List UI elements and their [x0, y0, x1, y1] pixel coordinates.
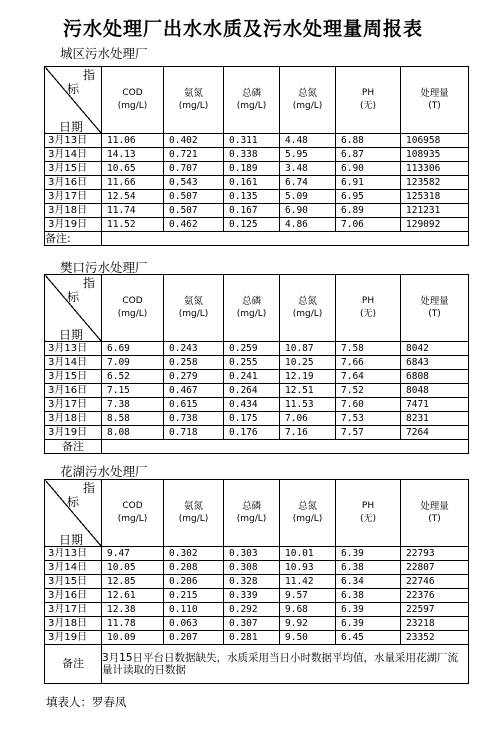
value-cell: 7.06: [336, 218, 401, 232]
column-header: [102, 480, 164, 547]
value-cell: 6.38: [336, 561, 401, 575]
column-header-unit: (mg/L): [178, 101, 209, 111]
value-cell: 113306: [401, 162, 469, 176]
value-cell: 7.53: [336, 412, 401, 426]
value-cell: 9.47: [102, 547, 164, 561]
value-cell: 23352: [401, 631, 469, 645]
value-cell: 6.90: [280, 204, 336, 218]
column-header: [336, 480, 401, 547]
value-cell: 0.302: [164, 547, 224, 561]
water-quality-table: [44, 479, 469, 684]
column-header-unit: (T): [428, 514, 441, 524]
value-cell: 0.063: [164, 617, 224, 631]
table-row: [45, 412, 469, 426]
value-cell: 0.307: [224, 617, 280, 631]
column-header: [280, 275, 336, 342]
value-cell: 9.92: [280, 617, 336, 631]
note-label: 备注:: [45, 232, 102, 246]
value-cell: 7.09: [102, 356, 164, 370]
table-row: [45, 561, 469, 575]
value-cell: 123582: [401, 176, 469, 190]
column-header-name: 处理量: [420, 88, 449, 99]
value-cell: 11.06: [102, 134, 164, 148]
value-cell: 10.93: [280, 561, 336, 575]
value-cell: 6.38: [336, 589, 401, 603]
note-row: [45, 232, 469, 246]
value-cell: 23218: [401, 617, 469, 631]
table-row: [45, 370, 469, 384]
table-header-row: [45, 67, 469, 134]
value-cell: 0.258: [164, 356, 224, 370]
value-cell: 0.279: [164, 370, 224, 384]
column-header-name: COD: [122, 88, 143, 98]
value-cell: 0.543: [164, 176, 224, 190]
value-cell: 0.434: [224, 398, 280, 412]
column-header-name: 总氮: [297, 88, 317, 99]
diag-label-indicator: 指: [82, 68, 95, 82]
value-cell: 6.45: [336, 631, 401, 645]
value-cell: 6.39: [336, 547, 401, 561]
column-header-name: 总磷: [241, 296, 261, 307]
date-cell: 3月14日: [45, 356, 102, 370]
value-cell: 11.42: [280, 575, 336, 589]
value-cell: 0.167: [224, 204, 280, 218]
value-cell: 12.61: [102, 589, 164, 603]
table-row: [45, 603, 469, 617]
value-cell: 0.175: [224, 412, 280, 426]
column-header: [280, 67, 336, 134]
column-header-unit: (mg/L): [117, 514, 148, 524]
date-cell: 3月15日: [45, 162, 102, 176]
value-cell: 6.74: [280, 176, 336, 190]
column-header-unit: (mg/L): [292, 309, 323, 319]
value-cell: 12.38: [102, 603, 164, 617]
value-cell: 10.65: [102, 162, 164, 176]
value-cell: 6.87: [336, 148, 401, 162]
column-header: [102, 67, 164, 134]
date-cell: 3月16日: [45, 176, 102, 190]
date-cell: 3月16日: [45, 384, 102, 398]
value-cell: 6.91: [336, 176, 401, 190]
diag-label-indicator-2: 标: [67, 82, 80, 96]
value-cell: 12.51: [280, 384, 336, 398]
value-cell: 0.328: [224, 575, 280, 589]
diag-label-indicator: 指: [82, 276, 95, 290]
table-row: [45, 356, 469, 370]
diagonal-header-cell: [45, 480, 102, 547]
value-cell: 0.292: [224, 603, 280, 617]
value-cell: 0.135: [224, 190, 280, 204]
value-cell: 6.39: [336, 617, 401, 631]
value-cell: 0.125: [224, 218, 280, 232]
water-quality-table: [44, 274, 469, 454]
value-cell: 6.69: [102, 342, 164, 356]
value-cell: 10.87: [280, 342, 336, 356]
value-cell: 3.48: [280, 162, 336, 176]
table-row: [45, 589, 469, 603]
value-cell: 0.462: [164, 218, 224, 232]
value-cell: 5.09: [280, 190, 336, 204]
value-cell: 7.58: [336, 342, 401, 356]
value-cell: 10.25: [280, 356, 336, 370]
table-row: [45, 398, 469, 412]
column-header-unit: (mg/L): [236, 309, 267, 319]
note-row: [45, 440, 469, 454]
date-cell: 3月13日: [45, 134, 102, 148]
date-cell: 3月19日: [45, 218, 102, 232]
water-quality-table: [44, 66, 469, 246]
table-row: [45, 134, 469, 148]
column-header: [401, 480, 469, 547]
value-cell: 0.206: [164, 575, 224, 589]
value-cell: 10.01: [280, 547, 336, 561]
value-cell: 9.50: [280, 631, 336, 645]
date-cell: 3月14日: [45, 561, 102, 575]
value-cell: 12.19: [280, 370, 336, 384]
date-cell: 3月13日: [45, 342, 102, 356]
signer-label: 填表人：罗春凤: [46, 695, 127, 709]
value-cell: 7471: [401, 398, 469, 412]
value-cell: 0.467: [164, 384, 224, 398]
note-text: 3月15日平台日数据缺失，水质采用当日小时数据平均值，水量采用花湖厂流量计读取的日数据: [102, 645, 469, 684]
value-cell: 12.85: [102, 575, 164, 589]
column-header-name: 处理量: [420, 296, 449, 307]
column-header-name: 总磷: [241, 88, 261, 99]
table-row: [45, 384, 469, 398]
value-cell: 7.64: [336, 370, 401, 384]
table-header-row: [45, 480, 469, 547]
value-cell: 6.52: [102, 370, 164, 384]
value-cell: 8.08: [102, 426, 164, 440]
value-cell: 0.718: [164, 426, 224, 440]
diag-label-date: 日期: [59, 533, 84, 547]
column-header: [401, 67, 469, 134]
value-cell: 10.09: [102, 631, 164, 645]
value-cell: 6.89: [336, 204, 401, 218]
value-cell: 0.339: [224, 589, 280, 603]
value-cell: 22376: [401, 589, 469, 603]
value-cell: 106958: [401, 134, 469, 148]
value-cell: 11.78: [102, 617, 164, 631]
column-header-unit: (T): [428, 309, 441, 319]
date-cell: 3月14日: [45, 148, 102, 162]
date-cell: 3月18日: [45, 617, 102, 631]
note-label: 备注: [45, 645, 102, 684]
value-cell: 0.241: [224, 370, 280, 384]
column-header-name: PH: [361, 501, 375, 511]
column-header-name: COD: [122, 296, 143, 306]
value-cell: 7.06: [280, 412, 336, 426]
date-cell: 3月16日: [45, 589, 102, 603]
value-cell: 0.311: [224, 134, 280, 148]
value-cell: 6.90: [336, 162, 401, 176]
value-cell: 6.95: [336, 190, 401, 204]
value-cell: 0.259: [224, 342, 280, 356]
column-header-unit: (mg/L): [117, 309, 148, 319]
date-cell: 3月17日: [45, 398, 102, 412]
section-label: 花湖污水处理厂: [60, 464, 148, 479]
column-header-unit: (无): [359, 101, 377, 111]
table-row: [45, 162, 469, 176]
value-cell: 0.215: [164, 589, 224, 603]
value-cell: 0.281: [224, 631, 280, 645]
value-cell: 7.52: [336, 384, 401, 398]
value-cell: 6.34: [336, 575, 401, 589]
column-header-unit: (mg/L): [236, 101, 267, 111]
value-cell: 0.402: [164, 134, 224, 148]
table-row: [45, 148, 469, 162]
value-cell: 0.264: [224, 384, 280, 398]
value-cell: 11.74: [102, 204, 164, 218]
column-header: [164, 275, 224, 342]
column-header: [336, 275, 401, 342]
diag-label-indicator: 指: [82, 481, 95, 495]
column-header-name: 氨氮: [183, 88, 203, 99]
column-header-name: 氨氮: [183, 296, 203, 307]
table-row: [45, 617, 469, 631]
table-row: [45, 426, 469, 440]
value-cell: 0.243: [164, 342, 224, 356]
column-header: [280, 480, 336, 547]
column-header: [224, 67, 280, 134]
value-cell: 0.308: [224, 561, 280, 575]
section-label: 城区污水处理厂: [60, 46, 148, 61]
table-row: [45, 190, 469, 204]
value-cell: 6.88: [336, 134, 401, 148]
table-row: [45, 204, 469, 218]
value-cell: 129092: [401, 218, 469, 232]
column-header-unit: (mg/L): [236, 514, 267, 524]
value-cell: 22746: [401, 575, 469, 589]
value-cell: 7.16: [280, 426, 336, 440]
diag-label-date: 日期: [59, 328, 84, 342]
value-cell: 9.68: [280, 603, 336, 617]
value-cell: 121231: [401, 204, 469, 218]
value-cell: 4.86: [280, 218, 336, 232]
diagonal-header-cell: [45, 67, 102, 134]
value-cell: 6.39: [336, 603, 401, 617]
value-cell: 9.57: [280, 589, 336, 603]
diagonal-header-cell: [45, 275, 102, 342]
diag-label-indicator-2: 标: [67, 495, 80, 509]
table-row: [45, 218, 469, 232]
value-cell: 0.507: [164, 204, 224, 218]
column-header-name: COD: [122, 501, 143, 511]
column-header-unit: (无): [359, 309, 377, 319]
value-cell: 22793: [401, 547, 469, 561]
value-cell: 11.53: [280, 398, 336, 412]
value-cell: 14.13: [102, 148, 164, 162]
date-cell: 3月18日: [45, 204, 102, 218]
value-cell: 7.15: [102, 384, 164, 398]
value-cell: 0.161: [224, 176, 280, 190]
date-cell: 3月15日: [45, 370, 102, 384]
value-cell: 0.738: [164, 412, 224, 426]
value-cell: 11.52: [102, 218, 164, 232]
value-cell: 7.38: [102, 398, 164, 412]
column-header-name: 处理量: [420, 501, 449, 512]
column-header: [102, 275, 164, 342]
note-text: [102, 232, 469, 246]
section-label: 樊口污水处理厂: [60, 260, 148, 275]
table-row: [45, 547, 469, 561]
value-cell: 8.58: [102, 412, 164, 426]
value-cell: 125318: [401, 190, 469, 204]
date-cell: 3月19日: [45, 426, 102, 440]
column-header: [164, 67, 224, 134]
value-cell: 22807: [401, 561, 469, 575]
value-cell: 0.507: [164, 190, 224, 204]
value-cell: 0.189: [224, 162, 280, 176]
column-header-unit: (mg/L): [178, 309, 209, 319]
date-cell: 3月15日: [45, 575, 102, 589]
column-header-unit: (mg/L): [292, 101, 323, 111]
column-header-name: PH: [361, 296, 375, 306]
table-row: [45, 342, 469, 356]
value-cell: 108935: [401, 148, 469, 162]
value-cell: 0.255: [224, 356, 280, 370]
value-cell: 0.707: [164, 162, 224, 176]
note-label: 备注: [45, 440, 102, 454]
note-row: [45, 645, 469, 684]
value-cell: 7.57: [336, 426, 401, 440]
report-title: 污水处理厂出水水质及污水处理量周报表: [62, 18, 423, 40]
column-header-name: 总磷: [241, 501, 261, 512]
diag-label-indicator-2: 标: [67, 290, 80, 304]
column-header: [224, 275, 280, 342]
value-cell: 0.176: [224, 426, 280, 440]
value-cell: 6843: [401, 356, 469, 370]
date-cell: 3月17日: [45, 190, 102, 204]
value-cell: 12.54: [102, 190, 164, 204]
value-cell: 6808: [401, 370, 469, 384]
value-cell: 0.303: [224, 547, 280, 561]
note-text: [102, 440, 469, 454]
column-header: [336, 67, 401, 134]
value-cell: 0.110: [164, 603, 224, 617]
date-cell: 3月18日: [45, 412, 102, 426]
column-header-unit: (T): [428, 101, 441, 111]
value-cell: 5.95: [280, 148, 336, 162]
column-header-name: PH: [361, 88, 375, 98]
value-cell: 22597: [401, 603, 469, 617]
table-header-row: [45, 275, 469, 342]
column-header: [164, 480, 224, 547]
column-header: [401, 275, 469, 342]
column-header-unit: (无): [359, 514, 377, 524]
column-header-name: 氨氮: [183, 501, 203, 512]
table-row: [45, 575, 469, 589]
value-cell: 10.05: [102, 561, 164, 575]
diag-label-date: 日期: [59, 120, 84, 134]
column-header-unit: (mg/L): [178, 514, 209, 524]
value-cell: 7264: [401, 426, 469, 440]
value-cell: 7.60: [336, 398, 401, 412]
column-header-name: 总氮: [297, 501, 317, 512]
value-cell: 8048: [401, 384, 469, 398]
column-header-unit: (mg/L): [117, 101, 148, 111]
value-cell: 0.338: [224, 148, 280, 162]
date-cell: 3月19日: [45, 631, 102, 645]
value-cell: 7.66: [336, 356, 401, 370]
value-cell: 0.208: [164, 561, 224, 575]
column-header-unit: (mg/L): [292, 514, 323, 524]
value-cell: 0.721: [164, 148, 224, 162]
date-cell: 3月13日: [45, 547, 102, 561]
value-cell: 4.48: [280, 134, 336, 148]
value-cell: 8042: [401, 342, 469, 356]
column-header: [224, 480, 280, 547]
value-cell: 0.207: [164, 631, 224, 645]
table-row: [45, 176, 469, 190]
date-cell: 3月17日: [45, 603, 102, 617]
column-header-name: 总氮: [297, 296, 317, 307]
value-cell: 11.66: [102, 176, 164, 190]
value-cell: 0.615: [164, 398, 224, 412]
table-row: [45, 631, 469, 645]
value-cell: 8231: [401, 412, 469, 426]
